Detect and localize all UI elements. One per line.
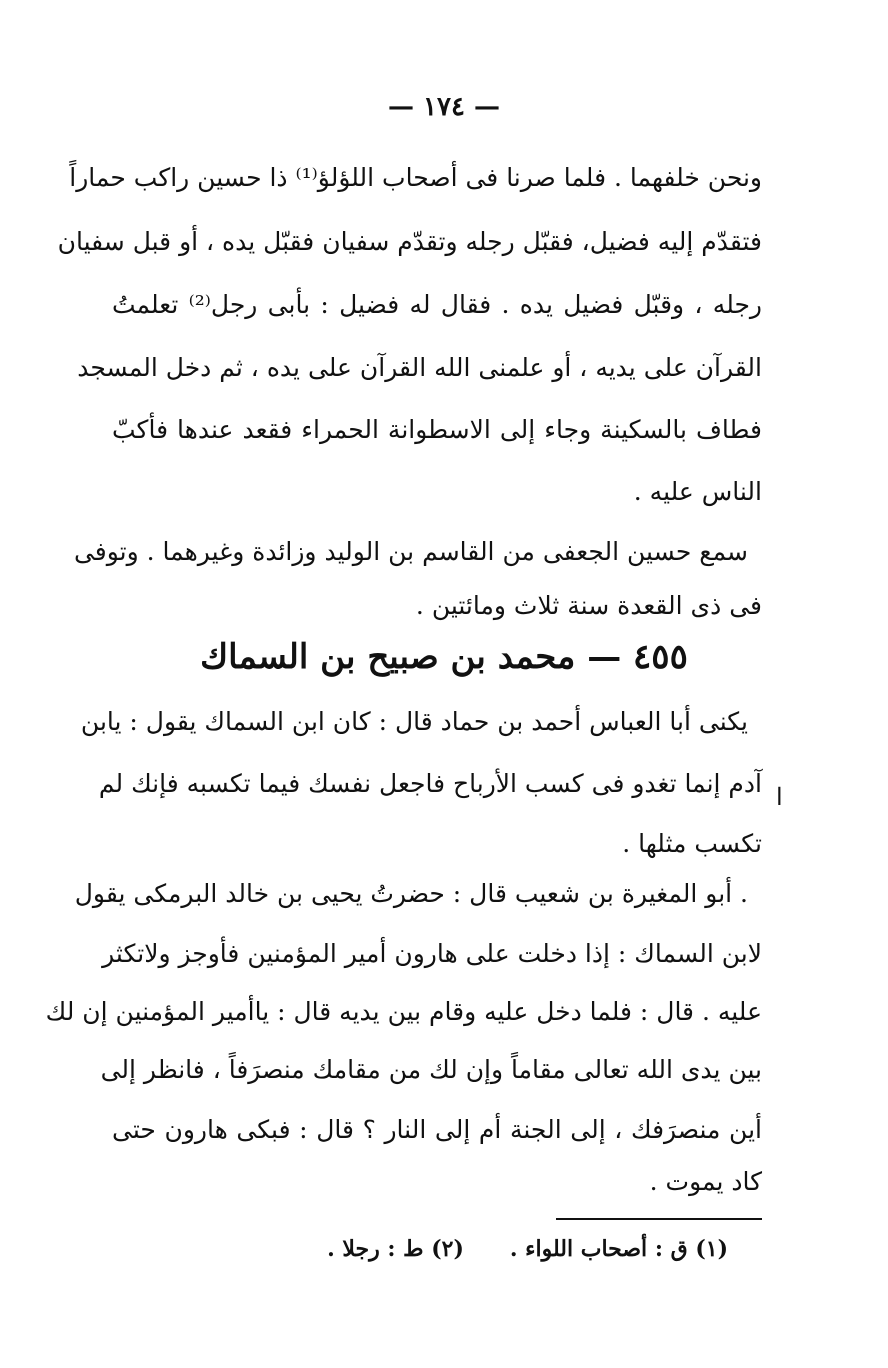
text-line: رجله ، وقبّل فضيل يده . فقال له فضيل : بأبى رجل⁽²⁾ تعلمتُ — [112, 290, 763, 319]
text-line: تكسب مثلها . — [622, 829, 762, 858]
page-number: — ١٧٤ — — [387, 92, 501, 122]
text-line: آدم إنما تغدو فى كسب الأرباح فاجعل نفسك فيما تكسبه فإنك لم — [98, 769, 762, 798]
text-line: سمع حسين الجعفى من القاسم بن الوليد وزائدة وغيرهما . وتوفى — [73, 537, 748, 566]
footnote-1: (١) ق : أصحاب اللواء . — [509, 1236, 728, 1262]
text-line: ونحن خلفهما . فلما صرنا فى أصحاب اللؤلؤ⁽¹⁾ ذا حسين راكب حماراً — [69, 163, 762, 192]
text-line: يكنى أبا العباس أحمد بن حماد قال : كان ابن السماك يقول : يابن — [80, 707, 748, 736]
text-line: أين منصرَفك ، إلى الجنة أم إلى النار ؟ قال : فبكى هارون حتى — [112, 1115, 762, 1144]
text-line: الناس عليه . — [633, 477, 762, 506]
margin-mark: ا — [776, 783, 783, 811]
text-line: لابن السماك : إذا دخلت على هارون أمير المؤمنين فأوجز ولاتكثر — [102, 939, 762, 968]
text-line: القرآن على يديه ، أو علمنى الله القرآن على يده ، ثم دخل المسجد — [77, 353, 762, 382]
text-line: فى ذى القعدة سنة ثلاث ومائتين . — [415, 591, 762, 620]
text-line: فتقدّم إليه فضيل، فقبّل رجله وتقدّم سفيان فقبّل يده ، أو قبل سفيان — [57, 227, 762, 256]
entry-heading: ٤٥٥ — محمد بن صبيح بن السماك — [200, 637, 688, 677]
text-line: . أبو المغيرة بن شعيب قال : حضرتُ يحيى بن خالد البرمكى يقول — [74, 879, 748, 908]
footnote-2: (٢) ط : رجلا . — [327, 1236, 464, 1262]
text-line: كاد يموت . — [649, 1167, 762, 1196]
text-line: عليه . قال : فلما دخل عليه وقام بين يديه قال : ياأمير المؤمنين إن لك — [45, 997, 762, 1026]
text-line: فطاف بالسكينة وجاء إلى الاسطوانة الحمراء فقعد عندها فأكبّ — [112, 415, 762, 444]
text-line: بين يدى الله تعالى مقاماً وإن لك من مقامك منصرَفاً ، فانظر إلى — [100, 1055, 762, 1084]
footnote-divider — [556, 1218, 762, 1220]
footnotes — [327, 1232, 728, 1267]
